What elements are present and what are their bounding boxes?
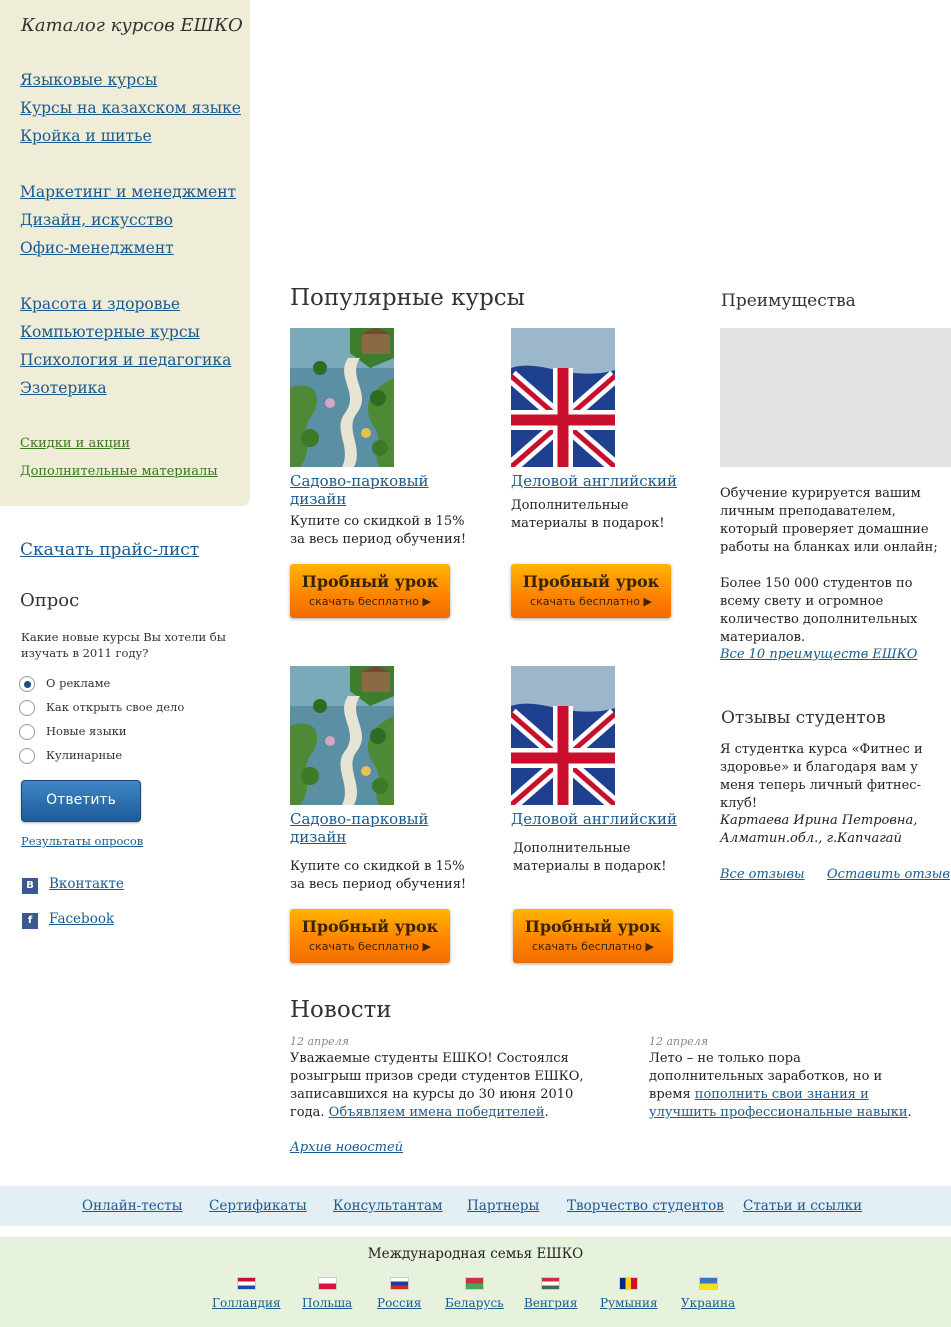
footer-link-certificates[interactable]: Сертификаты — [209, 1198, 307, 1214]
advantages-image-placeholder — [720, 328, 951, 467]
news-item — [649, 1034, 919, 1122]
answer-button[interactable]: Ответить — [21, 780, 141, 822]
review-text: Я студентка курса «Фитнес и здоровье» и благодаря вам у меня теперь личный фитнес-клуб! — [720, 742, 923, 811]
catalog-link[interactable]: Дизайн, искусство — [20, 211, 173, 229]
catalog-link[interactable]: Психология и педагогика — [20, 351, 232, 369]
catalog-group-3 — [20, 290, 231, 402]
poll-option-label: Кулинарные — [46, 748, 123, 762]
radio[interactable] — [19, 724, 35, 740]
radio[interactable] — [19, 748, 35, 764]
trial-button-label: Пробный урок — [524, 917, 662, 936]
review-author: Картаева Ирина Петровна, Алматин.обл., г.Капчагай — [720, 813, 918, 846]
trial-lesson-button[interactable] — [290, 909, 450, 963]
extra-materials-link[interactable]: Дополнительные материалы — [20, 464, 218, 479]
course-title-link[interactable]: Деловой английский — [511, 810, 677, 828]
catalog-link[interactable]: Кройка и шитье — [20, 127, 152, 145]
catalog-link[interactable]: Маркетинг и менеджмент — [20, 183, 237, 201]
uk-flag-image[interactable] — [511, 666, 615, 805]
poll-option-label: О рекламе — [46, 676, 111, 690]
country-link[interactable] — [681, 1277, 735, 1310]
flag-icon — [619, 1277, 638, 1290]
catalog-title: Каталог курсов ЕШКО — [21, 15, 243, 36]
poll-question: Какие новые курсы Вы хотели бы изучать в 2011 году? — [21, 630, 226, 660]
course-description: Дополнительные материалы в подарок! — [513, 841, 667, 874]
flag-icon — [390, 1277, 409, 1290]
country-link[interactable] — [524, 1277, 577, 1310]
poll-title: Опрос — [20, 590, 80, 611]
facebook-link[interactable]: Facebook — [49, 911, 115, 927]
country-link[interactable] — [377, 1277, 421, 1310]
radio[interactable] — [19, 700, 35, 716]
news-date: 12 апреля — [290, 1035, 349, 1048]
vkontakte-icon: В — [22, 878, 38, 894]
catalog-link[interactable]: Курсы на казахском языке — [20, 99, 241, 117]
trial-button-sublabel: скачать бесплатно ▶ — [309, 595, 431, 608]
country-name: Румыния — [600, 1296, 658, 1310]
course-description: Купите со скидкой в 15% за весь период обучения! — [290, 859, 467, 892]
course-catalog-panel — [0, 0, 250, 506]
news-tail: . — [544, 1105, 549, 1120]
international-family-panel — [0, 1237, 951, 1327]
family-title: Международная семья ЕШКО — [367, 1246, 584, 1262]
trial-button-label: Пробный урок — [301, 917, 439, 936]
country-name: Венгрия — [524, 1296, 578, 1310]
country-link[interactable] — [212, 1277, 281, 1310]
uk-flag-image[interactable] — [511, 328, 615, 467]
advantages-text-1: Обучение курируется вашим личным преподавателем, который проверяет домашние работы на бланках или онлайн; — [720, 486, 938, 555]
trial-lesson-button[interactable] — [511, 564, 671, 618]
course-title-link[interactable]: Садово-парковый дизайн — [290, 472, 429, 508]
trial-button-label: Пробный урок — [522, 572, 660, 591]
catalog-group-promo — [20, 430, 218, 486]
garden-design-image[interactable] — [290, 328, 394, 467]
news-archive-link[interactable]: Архив новостей — [290, 1140, 404, 1155]
course-description: Дополнительные материалы в подарок! — [511, 498, 665, 531]
trial-lesson-button[interactable] — [290, 564, 450, 618]
all-advantages-link[interactable]: Все 10 преимуществ ЕШКО — [720, 647, 918, 662]
country-link[interactable] — [445, 1277, 504, 1310]
course-description: Купите со скидкой в 15% за весь период обучения! — [290, 514, 467, 547]
trial-button-sublabel: скачать бесплатно ▶ — [530, 595, 652, 608]
reviews-title: Отзывы студентов — [721, 708, 886, 728]
radio-selected[interactable] — [19, 676, 35, 692]
news-text — [649, 1050, 919, 1122]
country-link[interactable] — [302, 1277, 352, 1310]
trial-button-sublabel: скачать бесплатно ▶ — [309, 940, 431, 953]
footer-navigation — [0, 1186, 951, 1226]
footer-link-student-works[interactable]: Творчество студентов — [567, 1198, 724, 1214]
catalog-group-2 — [20, 178, 236, 262]
flag-icon — [465, 1277, 484, 1290]
flag-icon — [318, 1277, 337, 1290]
catalog-link[interactable]: Офис-менеджмент — [20, 239, 174, 257]
news-body: Уважаемые студенты ЕШКО! Состоялся розыгрыш призов среди студентов ЕШКО, записавшихся на курсы до 30 июня 2010 года. — [290, 1051, 584, 1120]
garden-design-image[interactable] — [290, 666, 394, 805]
poll-option-label: Новые языки — [46, 724, 127, 738]
trial-button-label: Пробный урок — [301, 572, 439, 591]
catalog-link[interactable]: Компьютерные курсы — [20, 323, 200, 341]
flag-icon — [237, 1277, 256, 1290]
news-text — [290, 1050, 590, 1122]
news-title: Новости — [290, 997, 392, 1023]
catalog-link[interactable]: Красота и здоровье — [20, 295, 181, 313]
flag-icon — [541, 1277, 560, 1290]
catalog-link[interactable]: Языковые курсы — [20, 71, 158, 89]
footer-link-consultants[interactable]: Консультантам — [333, 1198, 443, 1214]
country-name: Польша — [302, 1296, 353, 1310]
news-date: 12 апреля — [649, 1035, 708, 1048]
trial-lesson-button[interactable] — [513, 909, 673, 963]
country-name: Беларусь — [445, 1296, 504, 1310]
footer-link-online-tests[interactable]: Онлайн-тесты — [82, 1198, 183, 1214]
poll-option-label: Как открыть свое дело — [46, 700, 185, 714]
advantages-title: Преимущества — [721, 291, 856, 311]
catalog-link[interactable]: Эзотерика — [20, 379, 107, 397]
download-price-list-link[interactable]: Скачать прайс-лист — [20, 540, 200, 560]
country-link[interactable] — [600, 1277, 658, 1310]
facebook-icon: f — [22, 913, 38, 929]
country-name: Украина — [681, 1296, 736, 1310]
news-body: Лето – не только пора дополнительных заработков, но и время — [649, 1051, 883, 1102]
popular-courses-title: Популярные курсы — [290, 285, 525, 311]
country-name: Россия — [377, 1296, 422, 1310]
discounts-link[interactable]: Скидки и акции — [20, 436, 131, 451]
flag-icon — [699, 1277, 718, 1290]
news-tail: . — [907, 1105, 912, 1120]
footer-link-partners[interactable]: Партнеры — [467, 1198, 540, 1214]
news-link[interactable]: Объявляем имена победителей — [328, 1105, 545, 1120]
advantages-text-2: Более 150 000 студентов по всему свету и огромное количество дополнительных материалов. — [720, 576, 918, 645]
poll-results-link[interactable]: Результаты опросов — [21, 834, 144, 848]
country-name: Голландия — [212, 1296, 281, 1310]
footer-link-articles[interactable]: Статьи и ссылки — [743, 1198, 863, 1214]
news-item — [290, 1034, 590, 1122]
all-reviews-link[interactable]: Все отзывы — [720, 867, 805, 882]
course-title-link[interactable]: Деловой английский — [511, 472, 677, 490]
vkontakte-link[interactable]: Вконтакте — [49, 876, 124, 892]
catalog-group-1 — [20, 66, 241, 150]
trial-button-sublabel: скачать бесплатно ▶ — [532, 940, 654, 953]
course-title-link[interactable]: Садово-парковый дизайн — [290, 810, 429, 846]
leave-review-link[interactable]: Оставить отзыв — [827, 867, 950, 882]
news-link[interactable]: пополнить свои знания и улучшить профессиональные навыки — [649, 1087, 908, 1120]
